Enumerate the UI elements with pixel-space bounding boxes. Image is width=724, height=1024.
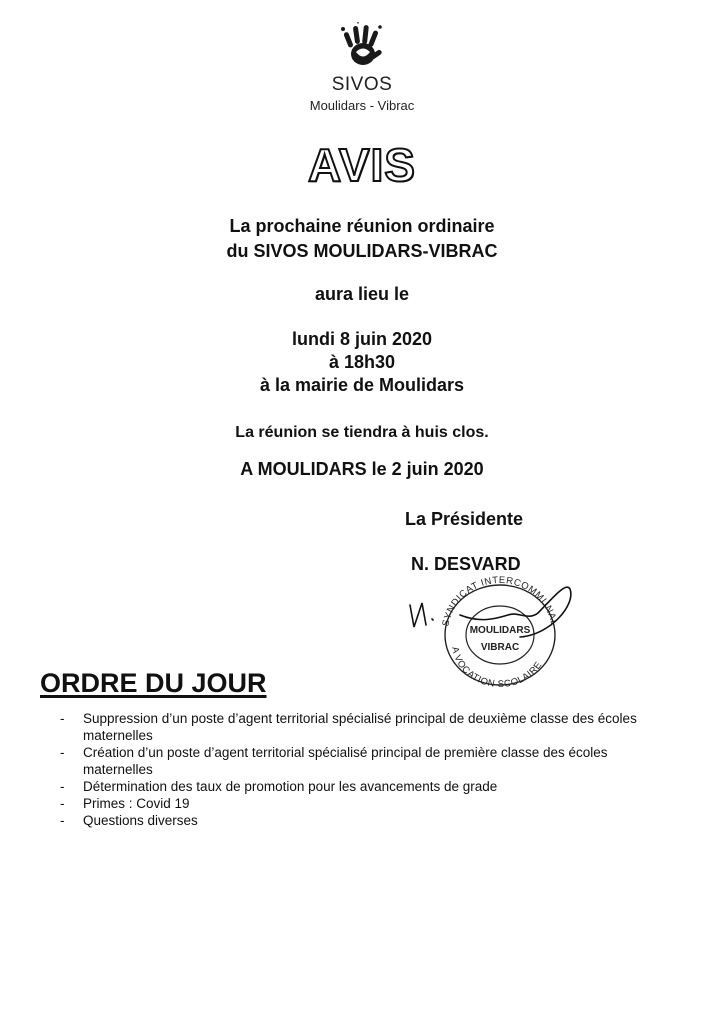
official-stamp (400, 575, 580, 687)
agenda-list (58, 710, 678, 829)
stamp-center-1: MOULIDARS (469, 625, 531, 636)
sivos-logo (0, 22, 724, 113)
signatory-name: N. DESVARD (411, 554, 521, 574)
agenda-item (58, 778, 678, 795)
agenda-item-text: Détermination des taux de promotion pour les avancements de grade (83, 779, 498, 794)
agenda-item-text: Création d’un poste d’agent territorial spécialisé principal de première classe des écoles maternelles (83, 745, 608, 777)
agenda-item (58, 744, 678, 778)
signatory-role: La Présidente (405, 509, 524, 529)
agenda-item-text: Primes : Covid 19 (83, 796, 190, 811)
meeting-place: à la mairie de Moulidars (259, 375, 465, 395)
closed-session-note: La réunion se tiendra à huis clos. (235, 424, 489, 441)
list-bullet: - (60, 745, 65, 760)
meeting-line-3: aura lieu le (314, 284, 410, 304)
meeting-line-1: La prochaine réunion ordinaire (229, 216, 495, 236)
stamp-center-2: VIBRAC (480, 642, 520, 653)
list-bullet: - (60, 711, 65, 726)
meeting-time: à 18h30 (328, 352, 396, 372)
agenda-item-text: Questions diverses (83, 813, 198, 828)
notice-title: AVIS (308, 139, 416, 191)
meeting-date: lundi 8 juin 2020 (291, 329, 433, 349)
hand-print-icon (332, 22, 392, 72)
meeting-line-2: du SIVOS MOULIDARS-VIBRAC (226, 241, 498, 261)
signed-place-date: A MOULIDARS le 2 juin 2020 (240, 459, 484, 479)
agenda-item (58, 795, 678, 812)
agenda-item (58, 812, 678, 829)
org-subtitle: Moulidars - Vibrac (309, 98, 415, 113)
agenda-item-text: Suppression d’un poste d’agent territorial spécialisé principal de deuxième classe des écoles maternelles (83, 711, 637, 743)
agenda-item (58, 710, 678, 744)
list-bullet: - (60, 813, 65, 828)
org-name: SIVOS (331, 74, 393, 95)
list-bullet: - (60, 796, 65, 811)
list-bullet: - (60, 779, 65, 794)
agenda-heading: ORDRE DU JOUR (40, 668, 267, 698)
stamp-ring-text-bottom: A VOCATION SCOLAIRE (449, 645, 545, 687)
stamp-ring-text: SYNDICAT INTERCOMMUNAL (440, 575, 560, 628)
